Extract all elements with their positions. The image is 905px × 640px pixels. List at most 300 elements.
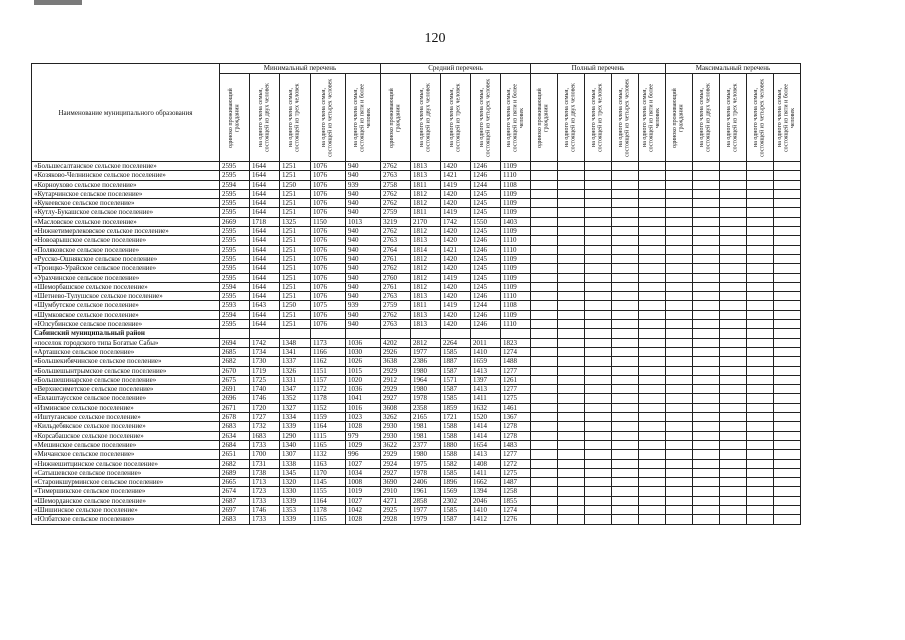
- mid-value: 1411: [471, 394, 501, 403]
- empty-cell: [585, 347, 612, 356]
- min-value: [311, 329, 346, 338]
- empty-cell: [774, 171, 801, 180]
- min-value: 1157: [311, 375, 346, 384]
- empty-cell: [558, 468, 585, 477]
- min-value: 940: [346, 227, 381, 236]
- empty-cell: [774, 208, 801, 217]
- min-value: 1115: [311, 431, 346, 440]
- mid-value: 1859: [441, 403, 471, 412]
- sub-column-header-text: на одного члена семьи, состоящей из пяти и более человек: [505, 83, 525, 152]
- min-value: 1713: [250, 478, 280, 487]
- min-value: 2595: [220, 171, 250, 180]
- mid-value: 2762: [381, 264, 411, 273]
- empty-cell: [612, 478, 639, 487]
- table-header: [32, 64, 801, 162]
- mid-value: 1412: [471, 515, 501, 524]
- min-value: 1019: [346, 487, 381, 496]
- empty-cell: [612, 162, 639, 171]
- empty-cell: [531, 459, 558, 468]
- municipality-name: «Корноухово сельское поселение»: [32, 180, 220, 189]
- empty-cell: [666, 292, 693, 301]
- empty-cell: [585, 496, 612, 505]
- min-value: 2696: [220, 394, 250, 403]
- empty-cell: [666, 496, 693, 505]
- empty-cell: [747, 273, 774, 282]
- empty-cell: [639, 394, 666, 403]
- mid-value: 2759: [381, 301, 411, 310]
- empty-cell: [531, 245, 558, 254]
- sub-column-header-text: одиноко проживающий гражданин: [388, 87, 402, 148]
- empty-cell: [774, 487, 801, 496]
- empty-cell: [585, 366, 612, 375]
- empty-cell: [774, 375, 801, 384]
- min-value: 1163: [311, 459, 346, 468]
- min-value: 1644: [250, 264, 280, 273]
- mid-value: 1109: [501, 254, 531, 263]
- empty-cell: [558, 171, 585, 180]
- mid-value: 2927: [381, 394, 411, 403]
- sub-column-header: [311, 74, 346, 162]
- empty-cell: [747, 347, 774, 356]
- empty-cell: [558, 357, 585, 366]
- mid-value: 1812: [411, 199, 441, 208]
- min-value: 940: [346, 171, 381, 180]
- sub-column-header-text: одиноко проживающий гражданин: [537, 87, 550, 148]
- empty-cell: [693, 478, 720, 487]
- empty-cell: [693, 301, 720, 310]
- min-value: 1173: [311, 338, 346, 347]
- mid-value: 1813: [411, 162, 441, 171]
- mid-value: 1109: [501, 189, 531, 198]
- table-row: [32, 385, 801, 394]
- min-value: 2595: [220, 199, 250, 208]
- empty-cell: [666, 310, 693, 319]
- empty-cell: [666, 468, 693, 477]
- empty-cell: [585, 245, 612, 254]
- empty-cell: [747, 468, 774, 477]
- min-value: 1251: [280, 199, 311, 208]
- mid-value: [381, 329, 411, 338]
- min-value: 2670: [220, 366, 250, 375]
- empty-cell: [693, 282, 720, 291]
- min-value: 1644: [250, 171, 280, 180]
- mid-value: 1813: [411, 236, 441, 245]
- min-value: 940: [346, 264, 381, 273]
- empty-cell: [774, 199, 801, 208]
- empty-cell: [666, 329, 693, 338]
- empty-cell: [774, 227, 801, 236]
- min-value: 2689: [220, 468, 250, 477]
- empty-cell: [558, 487, 585, 496]
- min-value: 1644: [250, 245, 280, 254]
- empty-cell: [639, 227, 666, 236]
- empty-cell: [612, 180, 639, 189]
- min-value: 1027: [346, 496, 381, 505]
- empty-cell: [612, 422, 639, 431]
- municipality-name: «Сатышевское сельское поселение»: [32, 468, 220, 477]
- min-value: 2682: [220, 357, 250, 366]
- mid-value: 1261: [501, 375, 531, 384]
- empty-cell: [774, 338, 801, 347]
- min-value: 1307: [280, 450, 311, 459]
- mid-value: 1244: [471, 180, 501, 189]
- min-value: 1250: [280, 301, 311, 310]
- sub-column-header-text: одиноко проживающий гражданин: [672, 87, 685, 148]
- empty-cell: [666, 199, 693, 208]
- mid-value: 1855: [501, 496, 531, 505]
- empty-cell: [612, 227, 639, 236]
- mid-value: 1245: [471, 282, 501, 291]
- empty-cell: [693, 431, 720, 440]
- min-value: 1076: [311, 310, 346, 319]
- min-value: 2674: [220, 487, 250, 496]
- mid-value: 2302: [441, 496, 471, 505]
- empty-cell: [558, 264, 585, 273]
- mid-value: 1109: [501, 162, 531, 171]
- empty-cell: [693, 394, 720, 403]
- min-value: 1345: [280, 468, 311, 477]
- mid-value: 1588: [441, 422, 471, 431]
- mid-value: 2910: [381, 487, 411, 496]
- empty-cell: [558, 292, 585, 301]
- table-row: [32, 347, 801, 356]
- empty-cell: [693, 505, 720, 514]
- min-value: 939: [346, 301, 381, 310]
- empty-cell: [720, 180, 747, 189]
- mid-value: 1811: [411, 208, 441, 217]
- min-value: 1023: [346, 413, 381, 422]
- empty-cell: [747, 162, 774, 171]
- mid-value: 1413: [471, 385, 501, 394]
- mid-value: 1110: [501, 171, 531, 180]
- min-value: 1720: [250, 403, 280, 412]
- min-value: 1251: [280, 320, 311, 329]
- empty-cell: [693, 375, 720, 384]
- empty-cell: [747, 227, 774, 236]
- min-value: 1250: [280, 180, 311, 189]
- min-value: 1644: [250, 189, 280, 198]
- empty-cell: [612, 320, 639, 329]
- min-value: 1076: [311, 227, 346, 236]
- empty-cell: [531, 496, 558, 505]
- table-row: [32, 413, 801, 422]
- empty-cell: [720, 366, 747, 375]
- empty-cell: [531, 440, 558, 449]
- empty-cell: [693, 199, 720, 208]
- min-value: 2675: [220, 375, 250, 384]
- sub-column-header-text: на одного члена семьи, состоящей из трех человек: [448, 83, 462, 152]
- municipality-name: «поселок городского типа Богатые Сабы»: [32, 338, 220, 347]
- min-value: 1013: [346, 217, 381, 226]
- table-row: [32, 487, 801, 496]
- min-value: 2684: [220, 440, 250, 449]
- mid-value: 1420: [441, 320, 471, 329]
- mid-value: 1110: [501, 320, 531, 329]
- empty-cell: [585, 292, 612, 301]
- empty-cell: [666, 450, 693, 459]
- municipality-name: «Корсабашское сельское поселение»: [32, 431, 220, 440]
- empty-cell: [774, 301, 801, 310]
- mid-value: 2759: [381, 208, 411, 217]
- mid-value: [471, 329, 501, 338]
- sub-column-header-text: одиноко проживающий гражданин: [227, 87, 241, 148]
- mid-value: 1420: [441, 236, 471, 245]
- min-value: 1725: [250, 375, 280, 384]
- mid-value: 1585: [441, 347, 471, 356]
- table-row: [32, 366, 801, 375]
- sub-column-header-text: на одного члена семьи, состоящей из четырех человек: [478, 78, 492, 157]
- empty-cell: [612, 496, 639, 505]
- mid-value: 1742: [441, 217, 471, 226]
- sub-column-header-text: на одного члена семьи, состоящей из двух человек: [699, 83, 712, 152]
- min-value: 1042: [346, 505, 381, 514]
- min-value: 1320: [280, 478, 311, 487]
- mid-value: 1110: [501, 236, 531, 245]
- top-mark: [34, 0, 82, 5]
- mid-value: 2758: [381, 180, 411, 189]
- empty-cell: [720, 505, 747, 514]
- min-value: 2595: [220, 227, 250, 236]
- min-value: 1337: [280, 357, 311, 366]
- empty-cell: [639, 459, 666, 468]
- empty-cell: [774, 292, 801, 301]
- empty-cell: [720, 310, 747, 319]
- municipality-name: «Нижнетимерлековское сельское поселение»: [32, 227, 220, 236]
- empty-cell: [558, 236, 585, 245]
- mid-value: 1408: [471, 459, 501, 468]
- empty-cell: [666, 487, 693, 496]
- mid-value: 1980: [411, 450, 441, 459]
- min-value: 1700: [250, 450, 280, 459]
- empty-cell: [531, 357, 558, 366]
- empty-cell: [558, 310, 585, 319]
- mid-value: 2927: [381, 468, 411, 477]
- min-value: 2687: [220, 496, 250, 505]
- sub-column-header-text: на одного члена семьи, состоящей из двух человек: [564, 83, 577, 152]
- empty-cell: [612, 273, 639, 282]
- min-value: 1644: [250, 180, 280, 189]
- empty-cell: [774, 236, 801, 245]
- empty-cell: [612, 505, 639, 514]
- empty-cell: [693, 329, 720, 338]
- empty-cell: [558, 199, 585, 208]
- empty-cell: [720, 320, 747, 329]
- min-value: 1732: [250, 422, 280, 431]
- empty-cell: [612, 385, 639, 394]
- min-value: 940: [346, 208, 381, 217]
- empty-cell: [639, 236, 666, 245]
- municipality-name: «Шумковское сельское поселение»: [32, 310, 220, 319]
- empty-cell: [585, 385, 612, 394]
- min-value: 1731: [250, 459, 280, 468]
- min-value: 2593: [220, 301, 250, 310]
- empty-cell: [774, 478, 801, 487]
- mid-value: 1813: [411, 292, 441, 301]
- min-value: 1734: [250, 347, 280, 356]
- min-value: 2685: [220, 347, 250, 356]
- empty-cell: [558, 375, 585, 384]
- min-value: 1251: [280, 189, 311, 198]
- empty-cell: [666, 431, 693, 440]
- empty-cell: [693, 189, 720, 198]
- min-value: 1746: [250, 394, 280, 403]
- sub-column-header: [531, 74, 558, 162]
- min-value: 1644: [250, 310, 280, 319]
- empty-cell: [531, 413, 558, 422]
- empty-cell: [612, 450, 639, 459]
- empty-cell: [693, 180, 720, 189]
- mid-value: 1414: [471, 431, 501, 440]
- empty-cell: [585, 301, 612, 310]
- mid-value: 1403: [501, 217, 531, 226]
- min-value: 2594: [220, 180, 250, 189]
- empty-cell: [666, 394, 693, 403]
- group-header: Средний перечень: [381, 64, 531, 74]
- empty-cell: [693, 320, 720, 329]
- empty-cell: [585, 264, 612, 273]
- min-value: 1178: [311, 394, 346, 403]
- empty-cell: [747, 515, 774, 524]
- mid-value: 2762: [381, 162, 411, 171]
- min-value: 1076: [311, 264, 346, 273]
- mid-value: 1420: [441, 162, 471, 171]
- empty-cell: [747, 403, 774, 412]
- municipality-name: «Евлаштаусское сельское поселение»: [32, 394, 220, 403]
- empty-cell: [747, 310, 774, 319]
- min-value: 1145: [311, 478, 346, 487]
- min-value: 2595: [220, 208, 250, 217]
- empty-cell: [585, 357, 612, 366]
- empty-cell: [666, 245, 693, 254]
- empty-cell: [693, 162, 720, 171]
- empty-cell: [612, 292, 639, 301]
- mid-value: 2812: [411, 338, 441, 347]
- empty-cell: [720, 440, 747, 449]
- empty-cell: [639, 347, 666, 356]
- empty-cell: [639, 468, 666, 477]
- min-value: [280, 329, 311, 338]
- mid-value: 1420: [441, 292, 471, 301]
- min-value: 1251: [280, 171, 311, 180]
- municipality-name: «Большекибячинское сельское поселение»: [32, 357, 220, 366]
- mid-value: 1569: [441, 487, 471, 496]
- empty-cell: [585, 199, 612, 208]
- municipality-name: «Большешынтрымское сельское поселение»: [32, 366, 220, 375]
- empty-cell: [639, 180, 666, 189]
- empty-cell: [585, 189, 612, 198]
- municipality-name: «Верхнесиметское сельское поселение»: [32, 385, 220, 394]
- empty-cell: [720, 422, 747, 431]
- empty-cell: [666, 505, 693, 514]
- empty-cell: [666, 478, 693, 487]
- empty-cell: [531, 347, 558, 356]
- empty-cell: [585, 478, 612, 487]
- empty-cell: [693, 413, 720, 422]
- empty-cell: [666, 282, 693, 291]
- min-value: 1029: [346, 440, 381, 449]
- mid-value: 4271: [381, 496, 411, 505]
- table-row: [32, 301, 801, 310]
- empty-cell: [612, 208, 639, 217]
- empty-cell: [693, 440, 720, 449]
- mid-value: 1367: [501, 413, 531, 422]
- empty-cell: [720, 208, 747, 217]
- mid-value: 3638: [381, 357, 411, 366]
- empty-cell: [585, 338, 612, 347]
- empty-cell: [747, 180, 774, 189]
- empty-cell: [612, 347, 639, 356]
- empty-cell: [558, 422, 585, 431]
- mid-value: 1587: [441, 385, 471, 394]
- empty-cell: [558, 329, 585, 338]
- empty-cell: [585, 254, 612, 263]
- mid-value: 1109: [501, 273, 531, 282]
- empty-cell: [585, 403, 612, 412]
- empty-cell: [774, 217, 801, 226]
- empty-cell: [693, 171, 720, 180]
- min-value: 1644: [250, 320, 280, 329]
- table-row: [32, 468, 801, 477]
- mid-value: [501, 329, 531, 338]
- mid-value: 1109: [501, 208, 531, 217]
- empty-cell: [585, 450, 612, 459]
- table-row: [32, 459, 801, 468]
- mid-value: 1109: [501, 264, 531, 273]
- min-value: 1330: [280, 487, 311, 496]
- mid-value: 1246: [471, 162, 501, 171]
- sub-column-header: [220, 74, 250, 162]
- empty-cell: [747, 413, 774, 422]
- mid-value: 1588: [441, 450, 471, 459]
- min-value: 1719: [250, 366, 280, 375]
- min-value: 2595: [220, 254, 250, 263]
- table-row: [32, 273, 801, 282]
- empty-cell: [531, 208, 558, 217]
- min-value: 1348: [280, 338, 311, 347]
- min-value: 1251: [280, 254, 311, 263]
- empty-cell: [747, 171, 774, 180]
- mid-value: 1420: [441, 227, 471, 236]
- min-value: 1325: [280, 217, 311, 226]
- mid-value: 1275: [501, 468, 531, 477]
- empty-cell: [720, 254, 747, 263]
- min-value: 1644: [250, 273, 280, 282]
- min-value: 940: [346, 320, 381, 329]
- empty-cell: [774, 180, 801, 189]
- min-value: 2683: [220, 515, 250, 524]
- sub-column-header-text: на одного члена семьи, состоящей из двух человек: [418, 83, 432, 152]
- empty-cell: [639, 496, 666, 505]
- empty-cell: [774, 431, 801, 440]
- header-group-row: [32, 64, 801, 74]
- empty-cell: [774, 413, 801, 422]
- empty-cell: [747, 357, 774, 366]
- mid-value: 1109: [501, 282, 531, 291]
- sub-column-header: [501, 74, 531, 162]
- empty-cell: [585, 310, 612, 319]
- min-value: 2595: [220, 292, 250, 301]
- mid-value: [441, 329, 471, 338]
- empty-cell: [720, 487, 747, 496]
- mid-value: 2763: [381, 171, 411, 180]
- min-value: 1353: [280, 505, 311, 514]
- min-value: 1076: [311, 171, 346, 180]
- min-value: 1076: [311, 254, 346, 263]
- municipality-name: «Кильдебякское сельское поселение»: [32, 422, 220, 431]
- empty-cell: [693, 292, 720, 301]
- empty-cell: [531, 180, 558, 189]
- empty-cell: [531, 385, 558, 394]
